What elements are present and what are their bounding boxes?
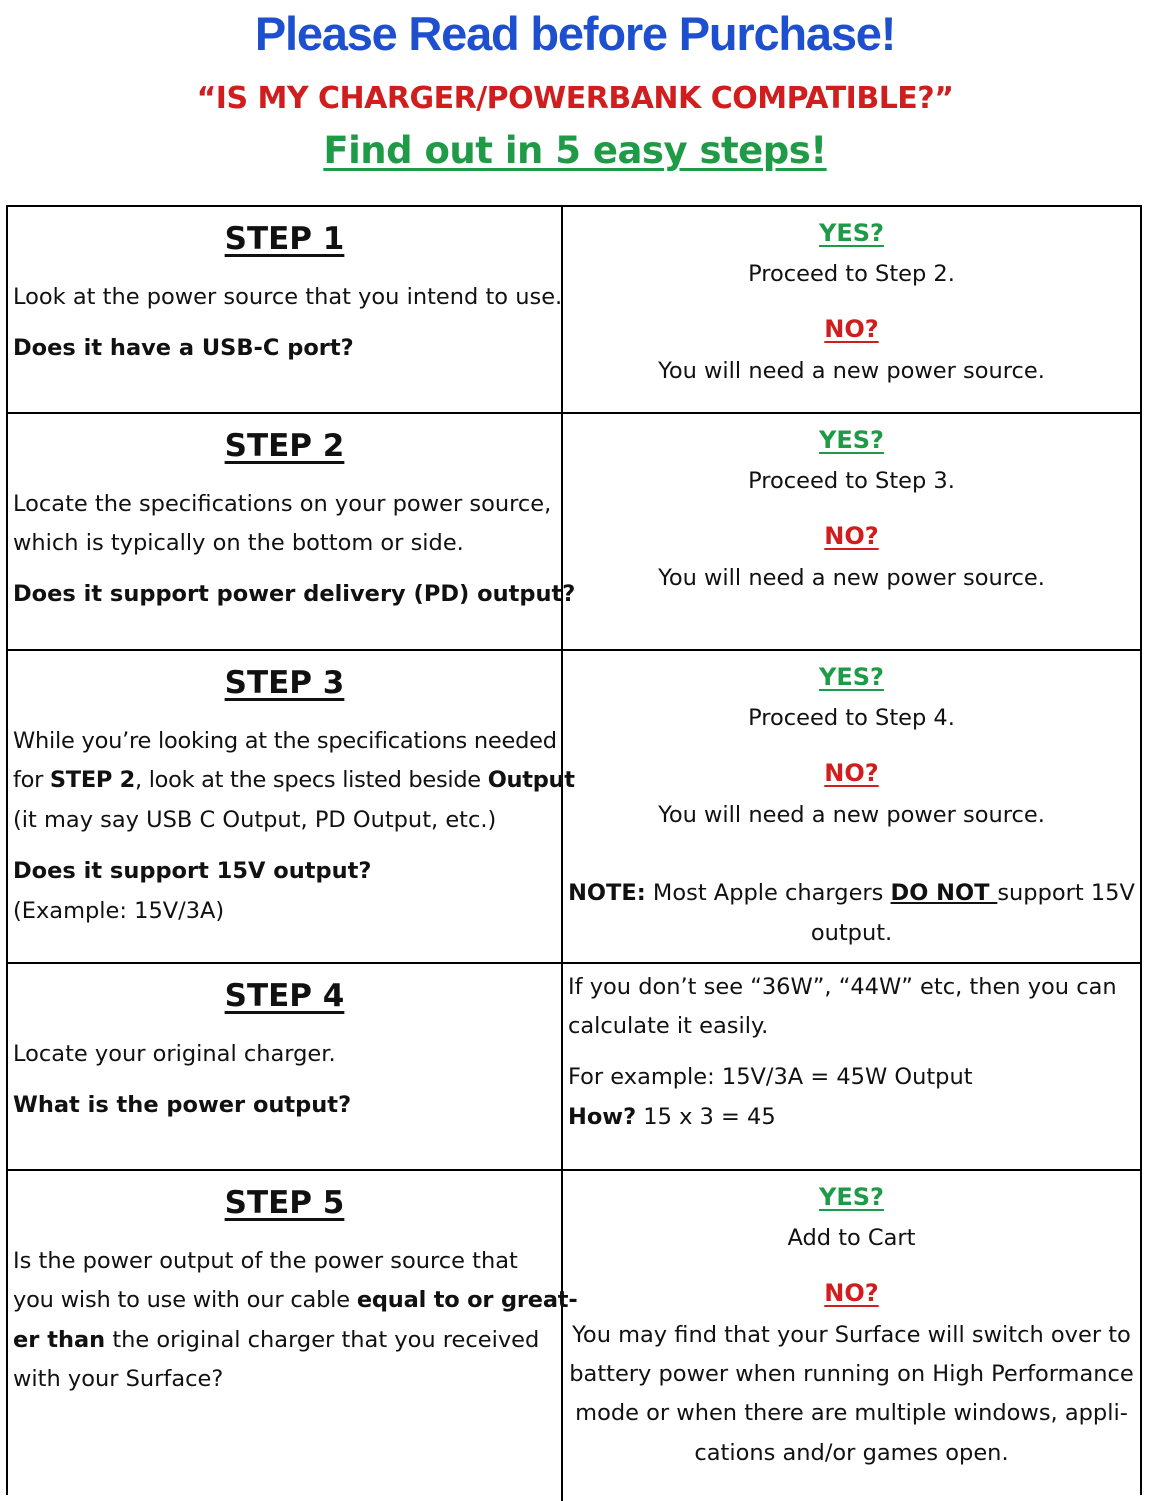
step-1-yes-text: Proceed to Step 2. (748, 261, 955, 287)
step-5-instructions (8, 1171, 578, 1501)
text-span: the original charger that you received (105, 1327, 540, 1353)
step-3-text-line3: (it may say USB C Output, PD Output, etc.) (13, 807, 497, 833)
step-5-text-line2 (13, 1281, 578, 1321)
step-1-title-text: STEP 1 (224, 221, 345, 257)
step-1-instructions (8, 207, 563, 412)
step-4-text: Locate your original charger. (13, 1041, 336, 1067)
step-5-text-line3 (13, 1321, 559, 1361)
step-5-answers (563, 1171, 1140, 1501)
step-3-title-text: STEP 3 (224, 665, 345, 701)
step-1-answers (563, 207, 1140, 412)
step-5-yes (563, 1177, 1140, 1221)
step-3-note-line1 (563, 874, 1140, 914)
no-label: NO? (824, 522, 879, 550)
step-1-text: Look at the power source that you intend to use. (13, 284, 563, 310)
step-4-instructions (8, 964, 563, 1169)
step-5-no (563, 1273, 1140, 1317)
step-4-row (8, 964, 1140, 1171)
step-2-title (8, 426, 561, 466)
step-3-no-text: You will need a new power source. (658, 802, 1045, 828)
text-span: for (13, 767, 50, 793)
no-label: NO? (824, 315, 879, 343)
text-span: you wish to use with our cable (13, 1287, 357, 1313)
step-1-question: Does it have a USB-C port? (13, 335, 354, 361)
step-3-row (8, 651, 1140, 964)
step-3-yes-text: Proceed to Step 4. (748, 705, 955, 731)
no-label: NO? (824, 759, 879, 787)
step-4-answers (563, 964, 1140, 1169)
step-2-no (563, 516, 1140, 560)
compatibility-question: “IS MY CHARGER/POWERBANK COMPATIBLE?” (196, 81, 954, 116)
step-4-title-text: STEP 4 (224, 978, 345, 1014)
step-ref: STEP 2 (49, 767, 135, 793)
step-5-text-line4: with your Surface? (13, 1366, 224, 1392)
step-3-text-line2 (13, 761, 575, 801)
step-4-calculation (568, 1098, 1138, 1138)
step-3-question: Does it support 15V output? (13, 858, 372, 884)
step-4-right-line1: If you don’t see “36W”, “44W” etc, then you can (568, 974, 1117, 1000)
steps-subtitle-text: Find out in 5 easy steps! (323, 129, 827, 172)
how-label: How? (568, 1104, 637, 1130)
step-1-no (563, 309, 1140, 353)
step-3-example: (Example: 15V/3A) (13, 898, 225, 924)
step-1-title (8, 219, 561, 259)
steps-table (6, 205, 1142, 1495)
step-5-no-line4: cations and/or games open. (694, 1440, 1009, 1466)
comparison-emphasis: er than (13, 1327, 106, 1353)
step-3-title (8, 663, 561, 703)
calculation-text: 15 x 3 = 45 (636, 1104, 776, 1130)
step-2-yes-text: Proceed to Step 3. (748, 468, 955, 494)
step-1-yes (563, 213, 1140, 257)
yes-label: YES? (819, 219, 884, 247)
yes-label: YES? (819, 663, 884, 691)
step-4-title (8, 976, 561, 1016)
step-3-answers (563, 651, 1140, 962)
step-2-no-text: You will need a new power source. (658, 565, 1045, 591)
step-3-instructions (8, 651, 575, 962)
step-3-no (563, 753, 1140, 797)
step-4-example: For example: 15V/3A = 45W Output (568, 1064, 973, 1090)
header (0, 0, 1150, 205)
step-2-yes (563, 420, 1140, 464)
step-5-title (8, 1183, 561, 1223)
step-5-no-line2: battery power when running on High Performance (569, 1361, 1134, 1387)
step-2-question: Does it support power delivery (PD) output? (13, 581, 576, 607)
step-5-no-line1: You may find that your Surface will switch over to (572, 1322, 1131, 1348)
page-title: Please Read before Purchase! (254, 7, 896, 60)
yes-label: YES? (819, 426, 884, 454)
steps-subtitle (0, 126, 1150, 176)
step-2-answers (563, 414, 1140, 649)
output-label: Output (487, 767, 575, 793)
do-not-emphasis: DO NOT (890, 880, 998, 906)
comparison-emphasis: equal to or great- (356, 1287, 578, 1313)
step-2-text-line2: which is typically on the bottom or side. (13, 530, 464, 556)
step-2-title-text: STEP 2 (224, 428, 345, 464)
yes-label: YES? (819, 1183, 884, 1211)
text-span: Most Apple chargers (645, 880, 891, 906)
step-4-right-line2: calculate it easily. (568, 1013, 769, 1039)
step-1-no-text: You will need a new power source. (658, 358, 1045, 384)
text-span: , look at the specs listed beside (135, 767, 488, 793)
step-3-note-line2: output. (810, 920, 893, 946)
step-3-text-line1: While you’re looking at the specifications needed (13, 728, 557, 754)
step-2-text-line1: Locate the specifications on your power source, (13, 491, 552, 517)
step-3-yes (563, 657, 1140, 701)
step-5-text-line1: Is the power output of the power source that (13, 1248, 518, 1274)
step-5-yes-text: Add to Cart (787, 1225, 916, 1251)
step-5-title-text: STEP 5 (224, 1185, 345, 1221)
step-5-no-line3: mode or when there are multiple windows, appli- (575, 1400, 1128, 1426)
step-4-question: What is the power output? (13, 1092, 352, 1118)
step-5-row (8, 1171, 1140, 1501)
no-label: NO? (824, 1279, 879, 1307)
step-1-row (8, 207, 1140, 414)
note-label: NOTE: (568, 880, 646, 906)
step-2-instructions (8, 414, 576, 649)
text-span: support 15V (997, 880, 1135, 906)
step-2-row (8, 414, 1140, 651)
